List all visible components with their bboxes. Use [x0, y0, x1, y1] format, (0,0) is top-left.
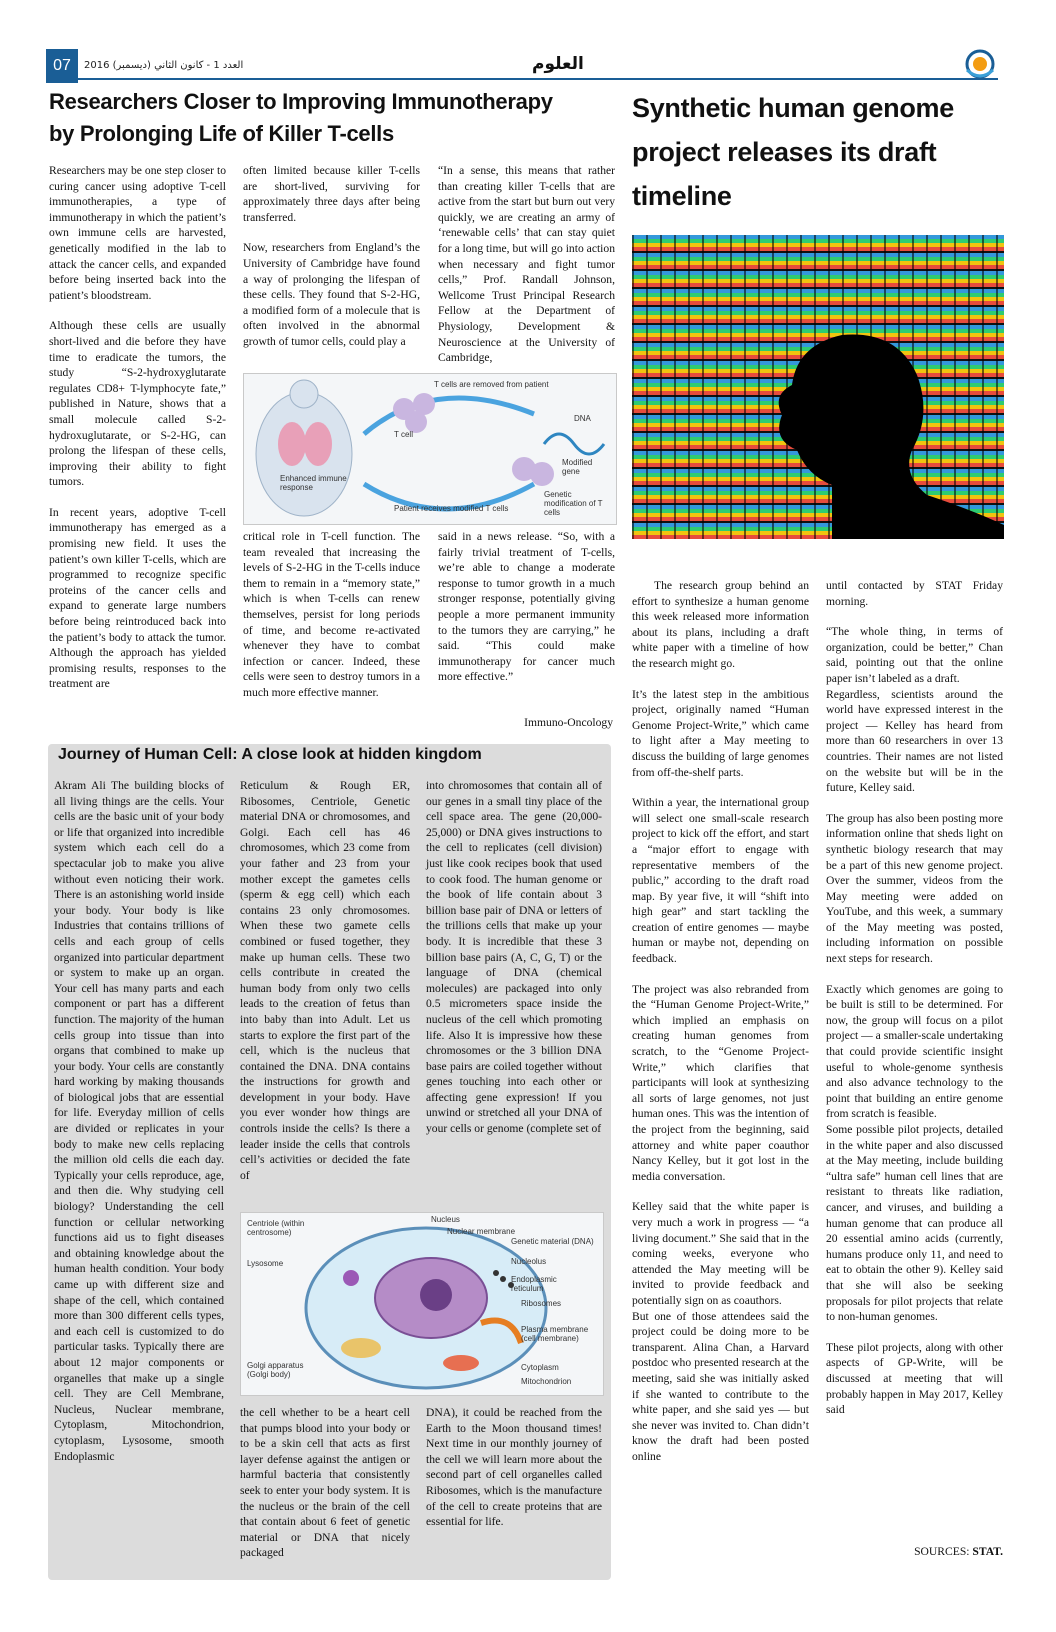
- article1-credit: Immuno-Oncology: [524, 716, 613, 729]
- paragraph: The project was also rebranded from the “Human Genome Project-Write,” which implied an emphasis on creating human genomes from scratch, to the “Genome Project-Write,” which clarifies that participants will look at synthesizing all sorts of large genomes, not just human ones. This was the intention of the project from the beginning, said attorney and white paper coauthor Nancy Kelley, but it got lost in the media conversation.: [632, 982, 809, 1183]
- paragraph: Akram Ali The building blocks of all living things are the cells. Your cells are the basic unit of your body or life that organized into incredible system which each cell do a spectacular job to make you alive without even noticing their work. There is an astonishing world inside your body. Your body is like Industries that contains trillions of cells and each group of cells organized into particular department or system to make up an organ. Your cell has many parts and each component or part has a different function. The majority of the human cells group into tissue than into organs that combined to make up your body. Your cells are constantly hard working by making thousands of biological jobs that are essential for life. Everyday million of cells are divided or replicates in your body to make new cells replacing the million old cells die each day. Typically your cells reproduce, age, and then die. Why studying cell biology? Understanding the cell function or cellular networking functions aid us to fight diseases and obtaining knowledge about the human health condition. Your body came up with different size and shape of the cell, which contained more than 300 different cells types, and each cell is customized to do particular tasks. Typically there are about 12 major components or organelles that make up a single cell. They are Cell Membrane, Nucleus, Nuclear membrane, Cytoplasm, Mitochondrion, cytoplasm, Lysosome, smooth Endoplasmic: [54, 779, 224, 1463]
- paragraph: Exactly which genomes are going to be built is still to be determined. For now, the group will focus on a pilot project — a smaller-scale undertaking that could provide scientific insight useful to whole-genome synthesis and also advance technology to the point that building an entire genome from scratch is feasible.: [826, 982, 1003, 1121]
- article2-column-1: [54, 778, 224, 1464]
- figure-label: Mitochondrion: [521, 1377, 572, 1386]
- header-rule: [78, 78, 998, 80]
- paragraph: The group has also been posting more information online that sheds light on synthetic biology research that may be a part of this new genome project. Over the summer, videos from the May meeting were added on YouTube, and this week, a summary of the May meeting was posted, including information on possible next steps for research.: [826, 811, 1003, 966]
- article1-column-1: [49, 163, 226, 692]
- tcell-therapy-figure: [243, 373, 617, 525]
- article1-column-3-top: [438, 163, 615, 366]
- paragraph: Kelley said that the white paper is very much a work in progress — “a living document.” She said that in the coming weeks, everyone who attended the May meeting will be invited to provide feedback and potentially sign on as coauthors.: [632, 1200, 809, 1307]
- paragraph: The research group behind an effort to synthesize a human genome this week released more information about its plans, including a draft white paper with a timeline of how the research might go.: [632, 579, 809, 670]
- paragraph: said in a news release. “So, with a fairly trivial treatment of T-cells, we’re able to change a moderate response to tumor growth in a much stronger response, potentially giving people a more permanent immunity to the tumors they are carrying,” he said. “This could make immunotherapy for cancer much more effective.”: [438, 530, 615, 684]
- figure-label: Plasma membrane (cell membrane): [521, 1325, 589, 1343]
- paragraph: Reticulum & Rough ER, Ribosomes, Centriole, Genetic material DNA or chromosomes, and Golgi. Each cell has 46 chromosomes, which 23 come from your father and 23 from your mother except the gametes cells (sperm & egg cell) which each contains 23 only chromosomes. When these two gamete cells combined or fused together, they make up human cells. These two cells contribute in created the human body from only two cells leads to the creation of fetus than into baby than into Adult. Let us starts to explore the first part of the cell, which is the nucleus that contained the DNA. DNA contains the instructions for growth and development in your body. Have you ever wonder how things are controls inside the cells? Is there a leader inside the cells that controls cell’s activities or decided the fate of: [240, 779, 410, 1182]
- article2-column-2-top: [240, 778, 410, 1183]
- paragraph: Researchers may be one step closer to curing cancer using adoptive T-cell immunotherapies, a type of immunotherapy in which the patient’s own immune cells are harvested, genetically modified in the lab to attack the cancer cells, and expanded before being inserted back into the patient’s bloodstream.: [49, 164, 226, 302]
- article2-column-3-top: [426, 778, 602, 1137]
- figure-label: Ribosomes: [521, 1299, 562, 1308]
- article2-column-2-bottom: [240, 1405, 410, 1561]
- paragraph: These pilot projects, along with other aspects of GP-Write, will be discussed at meeting that will probably happen in May 2017, Kelley said: [826, 1340, 1003, 1417]
- article3-title-line2: project releases its draft: [632, 137, 937, 167]
- article1-title: [49, 86, 553, 150]
- page-number: 07: [46, 49, 78, 83]
- figure-label: DNA: [574, 414, 591, 423]
- figure-label: Enhanced immune response: [280, 474, 347, 492]
- cell-structure-figure: [240, 1212, 604, 1396]
- figure-label: Genetic modification of T cells: [544, 490, 603, 517]
- sources-value: STAT.: [972, 1545, 1003, 1558]
- issue-line: العدد 1 - كانون الثاني (ديسمبر) 2016: [84, 60, 244, 71]
- paragraph: Regardless, scientists around the world have expressed interest in the project — Kelley has heard from more than 60 researchers in over 13 countries. Their names are not listed on the website but will be in the future, Kelley said.: [826, 687, 1003, 795]
- article2-column-3-bottom: [426, 1405, 602, 1530]
- paragraph: until contacted by STAT Friday morning.: [826, 579, 1003, 608]
- paragraph: DNA), it could be reached from the Earth to the Moon thousand times! Next time in our monthly journey of the cell we will learn more about the second part of cell organelles called Ribosomes, which is the manufacture of the cell to create proteins that are essential for life.: [426, 1406, 602, 1529]
- paragraph: the cell whether to be a heart cell that pumps blood into your body or to be a skin cell that acts as first layer defense against the antigen or harmful bacteria that consistently seek to enter your body system. It is the nucleus or the brain of the cell that contain about 6 feet of genetic material or DNA that nicely packaged: [240, 1406, 410, 1560]
- figure-label: Lysosome: [247, 1259, 284, 1268]
- section-title: العلوم: [532, 54, 584, 74]
- paragraph: Although these cells are usually short-lived and die before they have time to eradicate the tumors, the study “S-2-hydroxyglutarate regulates CD8+ T-lymphocyte fate,” published in Nature, shows that a small molecule called S-2-hydroxuglutarate, or S-2-HG, can prolong the lifespan of these cells, improving their ability to fight tumors.: [49, 319, 226, 489]
- figure-label: Endoplasmic reticulum: [511, 1275, 557, 1293]
- article1-title-line2: by Prolonging Life of Killer T-cells: [49, 121, 394, 146]
- figure-label: Centriole (within centrosome): [247, 1219, 305, 1237]
- paragraph: critical role in T-cell function. The team revealed that increasing the levels of S-2-HG in the T-cells induce them to remain in a “memory state,” which is when T-cells can renew themselves, persist for long periods of time, and become re-activated whenever they have to combat infection or cancer. Indeed, these cells were seen to destroy tumors in a much more effective manner.: [243, 530, 420, 699]
- sources-label: SOURCES:: [914, 1545, 973, 1558]
- paragraph: into chromosomes that contain all of our genes in a small tiny place of the cell space area. The gene (20,000-25,000) or DNA gives instructions to the cell to replicates (cell division) just like cook recipes book that used to cook food. The human genome or the book of life contain about 3 billion base pair of DNA or letters of the trillions cells that make up your body. It is incredible that these 3 billion base pairs (A, C, G, T) or the language of DNA (chemical molecules) are packaged into only 0.5 micrometers space inside the nucleus of the cell which promoting life. Also It is impressive how these chromosomes or the 3 billion DNA base pairs are coiled together without genes touching into each other or affecting gene expression! If you unwind or stretched all your DNA of your cells or genome (complete set of: [426, 779, 602, 1136]
- article3-title: [632, 86, 954, 218]
- figure-label: Golgi apparatus (Golgi body): [247, 1361, 304, 1379]
- article3-column-2: [826, 578, 1003, 1418]
- article1-title-line1: Researchers Closer to Improving Immunotherapy: [49, 89, 553, 114]
- figure-label: Nucleus: [431, 1215, 460, 1224]
- paragraph: But one of those attendees said the project could be doing more to be transparent. Alina Chan, a Harvard postdoc who presented research at the meeting, said she was initially asked if she wanted to contribute to the white paper, and she said yes — but she never was invited to. Chan didn’t know the draft had been posted online: [632, 1309, 809, 1463]
- article2-title: Journey of Human Cell: A close look at hidden kingdom: [58, 746, 482, 763]
- paragraph: Some possible pilot projects, detailed in the white paper and also discussed at the May meeting, include building “ultra safe” human cell lines that are resistant to threats like radiation, cancer, and viruses, and building a human genome that can produce all 20 essential amino acids (currently, humans produce only 11, and need to eat to obtain the other 9). Kelley said that she will also be seeking proposals for pilot projects that relate to non-human genomes.: [826, 1123, 1003, 1324]
- article1-column-2-bottom: [243, 529, 420, 701]
- article1-column-2-top: [243, 163, 420, 350]
- paragraph: “The whole thing, in terms of organization, could be better,” Chan said, pointing out that the online paper isn’t labeled as a draft.: [826, 625, 1003, 685]
- paragraph: Now, researchers from England’s the University of Cambridge have found a way of prolonging the lifespan of these cells. They found that S-2-HG, a modified form of a molecule that is often involved in the abnormal growth of tumor cells, could play a: [243, 241, 420, 348]
- paragraph: In recent years, adoptive T-cell immunotherapy has emerged as a promising new field. It uses the patient’s own killer T-cells, which are programmed to recognize specific proteins of the cancer cells and expand to generate large numbers before being reintroduced back into the patient’s body to attack the tumor. Although the approach has yielded promising results, responses to the treatment are: [49, 505, 226, 691]
- paragraph: It’s the latest step in the ambitious project, originally named “Human Genome Project-Write,” which came to light after a May meeting to discuss the building of large genomes from off-the-shelf parts.: [632, 687, 809, 779]
- silhouette-image: [632, 235, 1004, 539]
- figure-label: Nuclear membrane: [447, 1227, 516, 1236]
- figure-label: Patient receives modified T cells: [394, 504, 509, 513]
- article3-title-line3: timeline: [632, 181, 732, 211]
- paragraph: Within a year, the international group will select one small-scale research project to kick off the effort, and start a “major effort to engage with representative members of the public,” according to the draft road map. By year five, it will “shift into high gear” and start tackling the creation of entire genomes — maybe human or maybe not, depending on feedback.: [632, 796, 809, 966]
- article3-title-line1: Synthetic human genome: [632, 93, 954, 123]
- paragraph: “In a sense, this means that rather than creating killer T-cells that are active from the start but burn out very quickly, we are creating an army of ‘renewable cells’ that can stay quiet for a long time, but will go into action when necessary and fight tumor cells,” Prof. Randall Johnson, Wellcome Trust Principal Research Fellow at the Department of Physiology, Development & Neuroscience at the University of Cambridge,: [438, 164, 615, 365]
- figure-label: Nucleolus: [511, 1257, 547, 1266]
- figure-label: T cells are removed from patient: [434, 380, 549, 389]
- figure-label: T cell: [394, 430, 413, 439]
- article3-column-1: [632, 578, 809, 1464]
- figure-label: Cytoplasm: [521, 1363, 559, 1372]
- magazine-logo-icon: [962, 48, 998, 80]
- paragraph: often limited because killer T-cells are short-lived, surviving for approximately three days after being transferred.: [243, 164, 420, 224]
- figure-label: Modified gene: [562, 458, 593, 476]
- article1-column-3-bottom: [438, 529, 615, 685]
- figure-label: Genetic material (DNA): [511, 1237, 594, 1246]
- article3-sources: [826, 1545, 1003, 1558]
- dna-sequence-photo: [632, 235, 1004, 539]
